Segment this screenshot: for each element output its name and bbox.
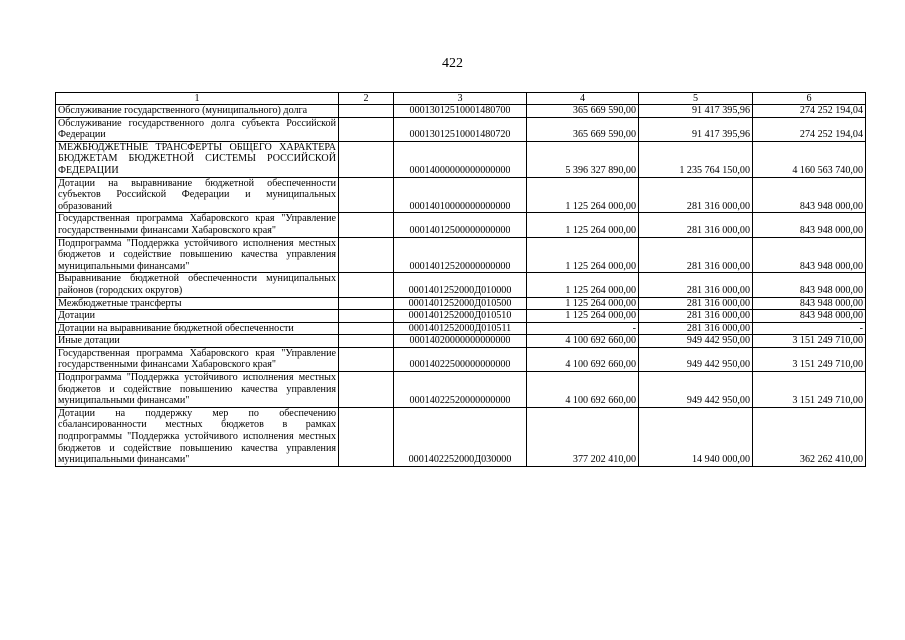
row-code-cell: 00014000000000000000 xyxy=(394,141,527,177)
row-value-6-cell: 274 252 194,04 xyxy=(753,117,866,141)
table-row xyxy=(56,177,866,213)
row-value-6-cell: 843 948 000,00 xyxy=(753,237,866,273)
table-row xyxy=(56,117,866,141)
column-header-2: 2 xyxy=(339,93,394,105)
row-value-4-cell: - xyxy=(527,322,639,335)
row-value-5-cell: 91 417 395,96 xyxy=(639,117,753,141)
row-name-cell: Государственная программа Хабаровского края "Управление государственными финансами Хабаровского края" xyxy=(56,347,339,371)
table-row xyxy=(56,335,866,348)
row-column-2-cell xyxy=(339,213,394,237)
row-code-cell: 0001401252000Д010500 xyxy=(394,297,527,310)
row-value-6-cell: 3 151 249 710,00 xyxy=(753,335,866,348)
row-value-5-cell: 281 316 000,00 xyxy=(639,213,753,237)
row-name-cell: Подпрограмма "Поддержка устойчивого исполнения местных бюджетов и содействие повышению качества управления муниципальными финансами" xyxy=(56,372,339,408)
row-value-6-cell: 843 948 000,00 xyxy=(753,177,866,213)
row-code-cell: 00014010000000000000 xyxy=(394,177,527,213)
row-name-cell: Выравнивание бюджетной обеспеченности муниципальных районов (городских округов) xyxy=(56,273,339,297)
row-column-2-cell xyxy=(339,105,394,118)
row-code-cell: 0001401252000Д010511 xyxy=(394,322,527,335)
row-value-4-cell: 4 100 692 660,00 xyxy=(527,347,639,371)
row-name-cell: Обслуживание государственного долга субъекта Российской Федерации xyxy=(56,117,339,141)
row-code-cell: 00014022500000000000 xyxy=(394,347,527,371)
page-number: 422 xyxy=(442,56,463,71)
row-name-cell: Межбюджетные трансферты xyxy=(56,297,339,310)
row-value-5-cell: 949 442 950,00 xyxy=(639,372,753,408)
row-value-6-cell: 843 948 000,00 xyxy=(753,297,866,310)
row-name-cell: Дотации на выравнивание бюджетной обеспеченности субъектов Российской Федерации и муниципальных образований xyxy=(56,177,339,213)
row-code-cell: 0001401252000Д010000 xyxy=(394,273,527,297)
row-value-4-cell: 365 669 590,00 xyxy=(527,105,639,118)
table-row xyxy=(56,141,866,177)
row-value-5-cell: 281 316 000,00 xyxy=(639,322,753,335)
row-name-cell: Государственная программа Хабаровского края "Управление государственными финансами Хабаровского края" xyxy=(56,213,339,237)
table-row xyxy=(56,105,866,118)
row-column-2-cell xyxy=(339,310,394,323)
row-value-6-cell: 843 948 000,00 xyxy=(753,213,866,237)
row-value-6-cell: 843 948 000,00 xyxy=(753,273,866,297)
row-value-6-cell: 362 262 410,00 xyxy=(753,407,866,466)
table-row xyxy=(56,310,866,323)
row-value-4-cell: 4 100 692 660,00 xyxy=(527,372,639,408)
table-row xyxy=(56,297,866,310)
table-row xyxy=(56,213,866,237)
row-name-cell: Иные дотации xyxy=(56,335,339,348)
row-value-5-cell: 949 442 950,00 xyxy=(639,335,753,348)
row-value-5-cell: 949 442 950,00 xyxy=(639,347,753,371)
row-value-5-cell: 281 316 000,00 xyxy=(639,177,753,213)
row-value-6-cell: - xyxy=(753,322,866,335)
column-header-5: 5 xyxy=(639,93,753,105)
column-header-1: 1 xyxy=(56,93,339,105)
table-body xyxy=(56,105,866,467)
row-value-5-cell: 281 316 000,00 xyxy=(639,237,753,273)
row-value-5-cell: 281 316 000,00 xyxy=(639,310,753,323)
row-value-5-cell: 1 235 764 150,00 xyxy=(639,141,753,177)
row-value-4-cell: 1 125 264 000,00 xyxy=(527,297,639,310)
table-row xyxy=(56,273,866,297)
row-value-4-cell: 1 125 264 000,00 xyxy=(527,310,639,323)
column-header-4: 4 xyxy=(527,93,639,105)
row-value-5-cell: 281 316 000,00 xyxy=(639,273,753,297)
table-row xyxy=(56,347,866,371)
row-value-4-cell: 365 669 590,00 xyxy=(527,117,639,141)
row-column-2-cell xyxy=(339,407,394,466)
row-code-cell: 00013012510001480700 xyxy=(394,105,527,118)
row-value-5-cell: 91 417 395,96 xyxy=(639,105,753,118)
row-column-2-cell xyxy=(339,237,394,273)
header-row xyxy=(56,93,866,105)
row-code-cell: 0001402252000Д030000 xyxy=(394,407,527,466)
row-value-4-cell: 5 396 327 890,00 xyxy=(527,141,639,177)
row-value-4-cell: 1 125 264 000,00 xyxy=(527,237,639,273)
row-value-4-cell: 1 125 264 000,00 xyxy=(527,273,639,297)
row-code-cell: 00014012500000000000 xyxy=(394,213,527,237)
table-row xyxy=(56,322,866,335)
row-column-2-cell xyxy=(339,322,394,335)
row-code-cell: 0001401252000Д010510 xyxy=(394,310,527,323)
row-column-2-cell xyxy=(339,117,394,141)
row-column-2-cell xyxy=(339,141,394,177)
row-name-cell: Дотации xyxy=(56,310,339,323)
row-column-2-cell xyxy=(339,347,394,371)
row-name-cell: Дотации на поддержку мер по обеспечению сбалансированности местных бюджетов в рамках подпрограммы "Поддержка устойчивого исполнения местных бюджетов и содействие повышению качества управления муниципальными финансами" xyxy=(56,407,339,466)
row-code-cell: 00014022520000000000 xyxy=(394,372,527,408)
row-value-5-cell: 281 316 000,00 xyxy=(639,297,753,310)
row-column-2-cell xyxy=(339,372,394,408)
row-column-2-cell xyxy=(339,273,394,297)
table-row xyxy=(56,372,866,408)
budget-table xyxy=(55,92,866,467)
row-value-4-cell: 1 125 264 000,00 xyxy=(527,177,639,213)
row-name-cell: Дотации на выравнивание бюджетной обеспеченности xyxy=(56,322,339,335)
row-name-cell: Подпрограмма "Поддержка устойчивого исполнения местных бюджетов и содействие повышению качества управления муниципальными финансами" xyxy=(56,237,339,273)
column-header-6: 6 xyxy=(753,93,866,105)
row-value-6-cell: 3 151 249 710,00 xyxy=(753,372,866,408)
row-value-6-cell: 3 151 249 710,00 xyxy=(753,347,866,371)
row-value-4-cell: 4 100 692 660,00 xyxy=(527,335,639,348)
table-row xyxy=(56,407,866,466)
table-row xyxy=(56,237,866,273)
row-code-cell: 00014012520000000000 xyxy=(394,237,527,273)
row-value-6-cell: 4 160 563 740,00 xyxy=(753,141,866,177)
column-header-3: 3 xyxy=(394,93,527,105)
row-name-cell: МЕЖБЮДЖЕТНЫЕ ТРАНСФЕРТЫ ОБЩЕГО ХАРАКТЕРА БЮДЖЕТАМ БЮДЖЕТНОЙ СИСТЕМЫ РОССИЙСКОЙ ФЕДЕРАЦИИ xyxy=(56,141,339,177)
row-value-6-cell: 274 252 194,04 xyxy=(753,105,866,118)
row-code-cell: 00014020000000000000 xyxy=(394,335,527,348)
row-column-2-cell xyxy=(339,177,394,213)
row-column-2-cell xyxy=(339,297,394,310)
row-value-4-cell: 1 125 264 000,00 xyxy=(527,213,639,237)
row-value-4-cell: 377 202 410,00 xyxy=(527,407,639,466)
row-column-2-cell xyxy=(339,335,394,348)
row-name-cell: Обслуживание государственного (муниципального) долга xyxy=(56,105,339,118)
row-value-5-cell: 14 940 000,00 xyxy=(639,407,753,466)
row-code-cell: 00013012510001480720 xyxy=(394,117,527,141)
row-value-6-cell: 843 948 000,00 xyxy=(753,310,866,323)
